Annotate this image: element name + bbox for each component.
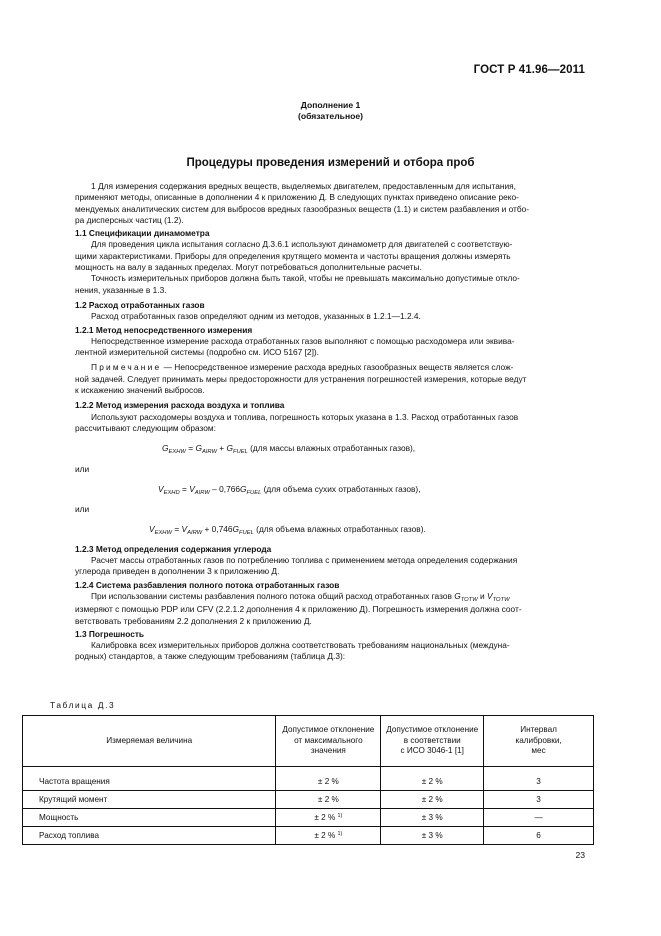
note-line: к искажению значений выбросов. xyxy=(75,385,205,396)
page-number: 23 xyxy=(575,850,585,860)
section-heading-1-2-3: 1.2.3 Метод определения содержания углерода xyxy=(75,543,272,554)
intro-line: мендуемых аналитических систем для выбросов вредных газообразных веществ (1.1) и систем разбавления и отбо- xyxy=(75,203,530,214)
formula-1: $G_{EXHW} = G_{AIRW} + G_{FUEL}$ (для массы влажных отработанных газов), xyxy=(162,443,416,456)
paragraph-line: Непосредственное измерение расхода отработанных газов выполняют с помощью расходомера или эквива- xyxy=(91,335,515,346)
table-row: Крутящий момент ± 2 % ± 2 % 3 xyxy=(23,791,594,809)
formula-3: $V_{EXHW} = V_{AIRW} + 0,746G_{FUEL}$ (для объема влажных отработанных газов). xyxy=(149,524,426,537)
paragraph-line: щими характеристиками. Приборы для определения крутящего момента и частоты вращения должны измерять xyxy=(75,250,511,261)
intro-line: ра дисперсных частиц (1.2). xyxy=(75,214,184,225)
header-cell: Допустимое отклонение от максимального значения xyxy=(276,716,381,767)
paragraph-line: лентной измерительной системы (подробно см. ИСО 5167 [2]). xyxy=(75,347,319,358)
intro-line: 1 Для измерения содержания вредных веществ, выделяемых двигателем, предоставленным для испытания, xyxy=(91,181,516,191)
paragraph-line: нения, указанные в 1.3. xyxy=(75,284,167,295)
paragraph-line: При использовании системы разбавления полного потока общий расход отработанных газов $G_{TOTW}$ и $V_{TOTW}$ xyxy=(91,590,510,603)
paragraph-line: Для проведения цикла испытания согласно Д.3.6.1 используют динамометр для двигателей с соответствую- xyxy=(91,239,513,250)
supplement-heading xyxy=(0,100,661,122)
section-heading-1-2: 1.2 Расход отработанных газов xyxy=(75,299,205,310)
paragraph-line: Расход отработанных газов определяют одним из методов, указанных в 1.2.1—1.2.4. xyxy=(91,311,421,322)
section-heading-1-2-4: 1.2.4 Система разбавления полного потока отработанных газов xyxy=(75,579,340,590)
section-heading-1-3: 1.3 Погрешность xyxy=(75,628,145,639)
header-cell: Интервал калибровки, мес xyxy=(484,716,594,767)
section-heading-1-1: 1.1 Спецификации динамометра xyxy=(75,228,210,239)
paragraph-line: мощность на валу в заданных пределах. Могут потребоваться дополнительные расчеты. xyxy=(75,262,422,273)
main-title: Процедуры проведения измерений и отбора проб xyxy=(186,157,475,169)
paragraph-line: ветствовать требованиям 2.2 дополнения 2 к приложению Д. xyxy=(75,615,312,626)
section-heading-1-2-2: 1.2.2 Метод измерения расхода воздуха и топлива xyxy=(75,400,285,411)
paragraph-line: родных) стандартов, а также следующим требованиям (таблица Д.3): xyxy=(75,651,346,662)
paragraph-line: рассчитывают следующим образом: xyxy=(75,422,216,433)
table-header-row xyxy=(23,716,594,767)
or-word: или xyxy=(75,504,90,515)
table-label: Таблица Д.3 xyxy=(50,700,116,710)
note-line: ной задачей. Следует принимать меры предосторожности для устранения погрешностей измерения, которые ведут xyxy=(75,373,527,384)
standard-code: ГОСТ Р 41.96—2011 xyxy=(473,64,585,76)
table-row: Расход топлива ± 2 % $^{1)}$ ± 3 % 6 xyxy=(23,827,594,845)
table-row: Частота вращения ± 2 % ± 2 % 3 xyxy=(23,767,594,791)
paragraph-line: Точность измерительных приборов должна быть такой, чтобы не превышать максимально допустимые отклo- xyxy=(91,273,520,284)
document-body xyxy=(75,181,583,663)
calibration-table xyxy=(22,715,594,845)
section-heading-1-2-1: 1.2.1 Метод непосредственного измерения xyxy=(75,324,253,335)
note-label: Примечание xyxy=(91,362,162,373)
paragraph-line: Расчет массы отработанных газов по потреблению топлива с применением метода определения содержания xyxy=(91,555,518,566)
or-word: или xyxy=(75,463,90,474)
supplement-title: Дополнение 1 xyxy=(300,100,361,110)
paragraph-line: Используют расходомеры воздуха и топлива, погрешность которых указана в 1.3. Расход отработанных газов xyxy=(91,411,519,422)
intro-line: применяют методы, описанные в дополнении 4 к приложению Д. В следующих пунктах приведено описание реко- xyxy=(75,192,519,203)
header-cell: Измеряемая величина xyxy=(23,716,276,767)
note-text: — Непосредственное измерение расхода вредных газообразных веществ является слож- xyxy=(163,362,514,373)
paragraph-line: углерода приведен в дополнении 3 к приложению Д. xyxy=(75,566,280,577)
supplement-subtitle: (обязательное) xyxy=(297,111,364,121)
paragraph-line: Калибровка всех измерительных приборов должна соответствовать требованиям национальных (междуна- xyxy=(91,640,510,651)
formula-2: $V_{EXHD} = V_{AIRW} - 0,766G_{FUEL}$ (для объема сухих отработанных газов), xyxy=(158,483,421,496)
note-line xyxy=(75,362,583,373)
table-row: Мощность ± 2 % $^{1)}$ ± 3 % — xyxy=(23,809,594,827)
paragraph-line: измеряют с помощью PDP или CFV (2.2.1.2 дополнения 4 к приложению Д). Погрешность измерения должна соот- xyxy=(75,604,522,615)
header-cell: Допустимое отклонение в соответствии с ИСО 3046-1 [1] xyxy=(381,716,484,767)
